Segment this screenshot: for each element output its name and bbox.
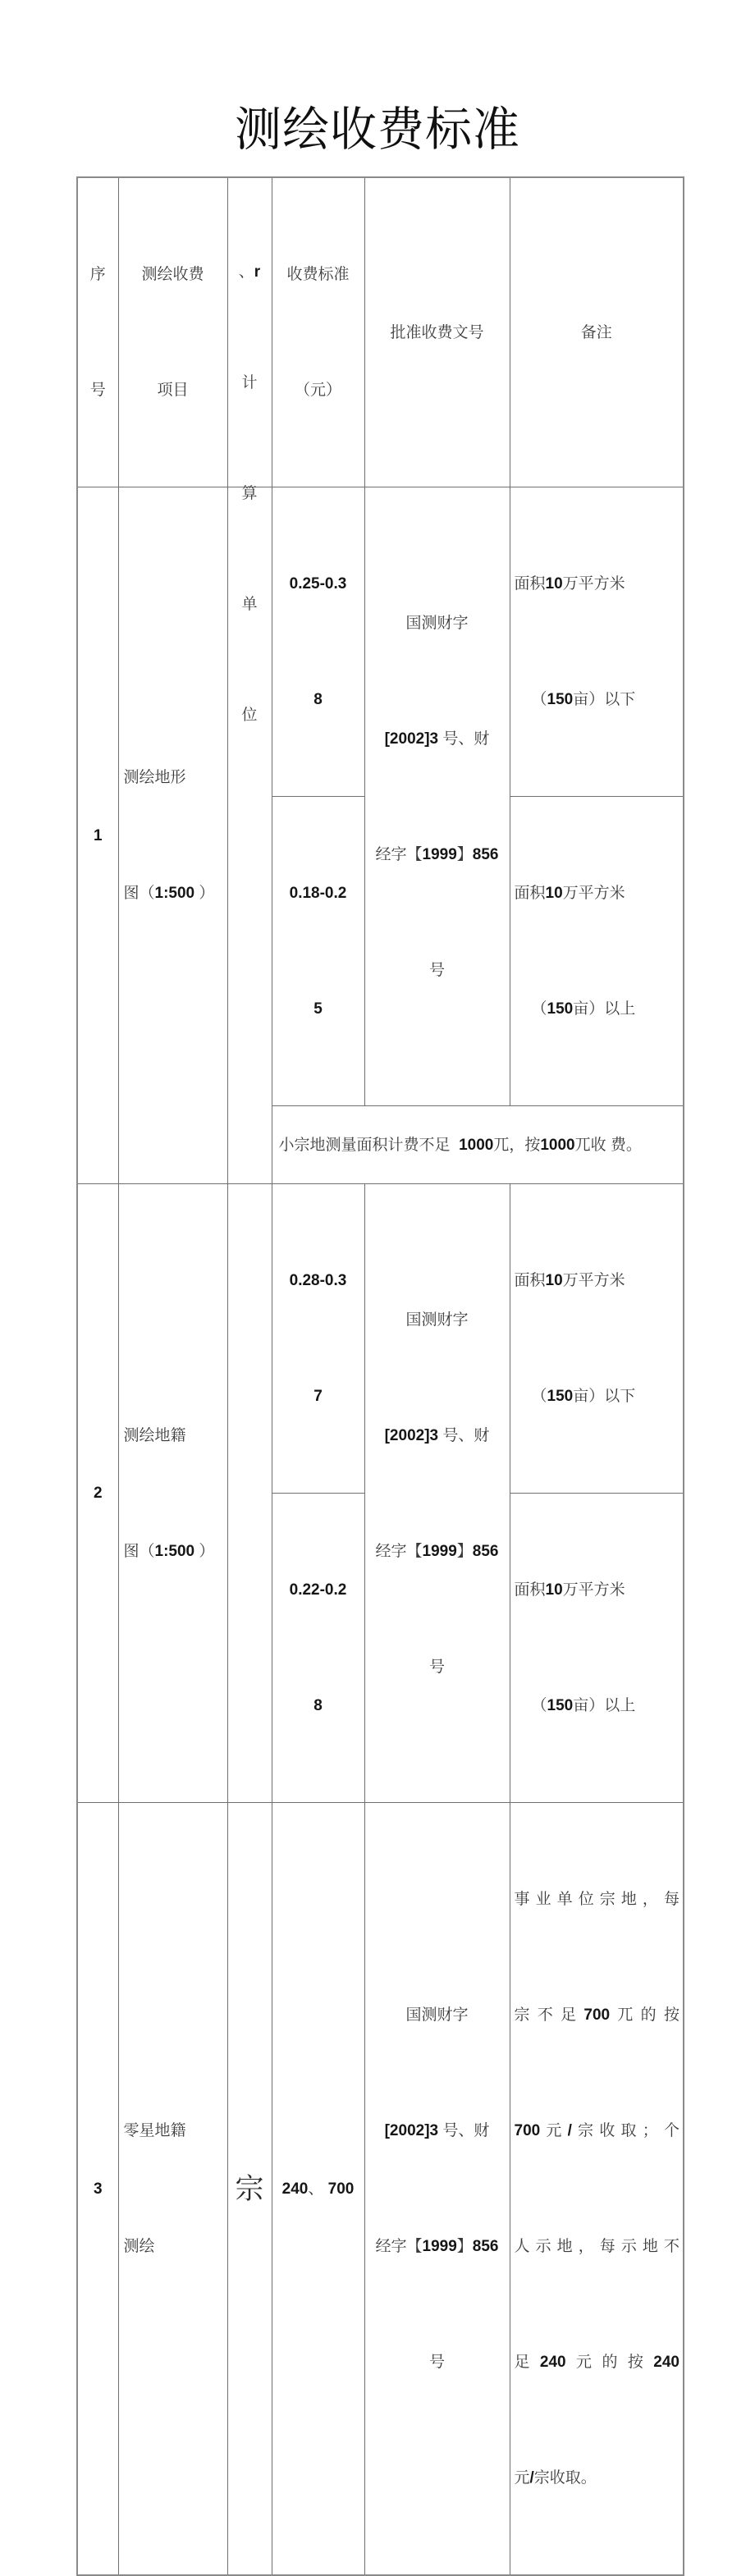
cell-line: 零星地籍	[123, 2122, 186, 2139]
row2-fee-cell-a	[272, 1184, 364, 1494]
cell-line: 8	[313, 1697, 323, 1714]
cell-line: 8	[313, 691, 323, 708]
header-item-cell	[118, 177, 227, 487]
cell-line: 测绘	[123, 2238, 155, 2255]
cell-line: 700元/宗收取；个	[514, 2122, 680, 2139]
header-serial-cell	[77, 177, 118, 487]
row2-item-cell	[118, 1184, 227, 1803]
row3-item-cell	[118, 1803, 227, 2576]
cell-line: 国测财字	[405, 614, 469, 632]
header-line: 、r	[238, 263, 261, 281]
row3-approval-cell	[364, 1803, 510, 2576]
cell-line: （150亩）以下	[531, 1388, 636, 1405]
header-line: 收费标准	[286, 266, 350, 283]
cell-line: 宗不足700兀的按	[514, 2006, 680, 2024]
row3-fee-cell: 240、 700	[272, 1803, 364, 2576]
cell-line: 0.18-0.2	[289, 885, 347, 902]
cell-line: 7	[313, 1388, 323, 1405]
doc-title: 测绘收费标准	[235, 104, 520, 156]
cell-line: （150亩）以下	[531, 691, 636, 708]
header-unit-cell	[227, 177, 272, 724]
row1-fee-cell-b	[272, 797, 364, 1106]
table-header-row	[77, 177, 684, 487]
cell-line: 号	[428, 961, 445, 979]
header-line: 项目	[157, 382, 189, 399]
row1-remark-cell-b	[510, 797, 684, 1106]
header-line: 算	[241, 485, 258, 502]
header-line: 单	[241, 596, 258, 613]
row2-approval-cell	[364, 1184, 510, 1803]
cell-line: 测绘地形	[123, 769, 186, 786]
cell-line: 国测财字	[405, 1311, 469, 1329]
header-line: （元）	[294, 382, 341, 399]
cell-line: 0.22-0.2	[289, 1581, 347, 1599]
row2-serial-cell: 2	[77, 1184, 118, 1803]
cell-line: 人示地，每示地不	[514, 2238, 680, 2255]
cell-line: 5	[313, 1000, 323, 1018]
cell-line: 经字【1999】856	[375, 845, 499, 863]
cell-line: [2002]3 号、财	[384, 730, 490, 748]
header-line: 位	[241, 707, 258, 724]
row2-unit-cell	[227, 1184, 272, 1803]
table-row-3	[77, 1803, 684, 2576]
cell-line: [2002]3 号、财	[384, 1426, 490, 1444]
row1-fee-cell-a	[272, 487, 364, 797]
header-line: 号	[89, 382, 106, 399]
cell-line: 面积10万平方米	[514, 1272, 625, 1289]
row2-remark-cell-b	[510, 1494, 684, 1803]
cell-line: 图（1:500 ）	[123, 1542, 215, 1560]
row1-item-cell	[118, 487, 227, 1184]
cell-line: 事业单位宗地，每	[514, 1891, 680, 1908]
cell-line: 元/宗收取。	[514, 2469, 597, 2487]
cell-line: （150亩）以上	[531, 1697, 636, 1714]
cell-line: [2002]3 号、财	[384, 2122, 490, 2139]
cell-line: 国测财字	[405, 2006, 469, 2024]
row1-note-cell: 小宗地测量面积计费不足 1000兀，按1000兀收 费。	[272, 1106, 684, 1184]
cell-line: 面积10万平方米	[514, 1581, 625, 1599]
table-row-1a	[77, 487, 684, 797]
row3-unit-cell: 宗	[227, 1803, 272, 2576]
row2-remark-cell-a	[510, 1184, 684, 1494]
header-line: 测绘收费	[141, 266, 204, 283]
row1-remark-cell-a	[510, 487, 684, 797]
table-row-2a	[77, 1184, 684, 1494]
header-line: 序	[89, 266, 106, 283]
row2-fee-cell-b	[272, 1494, 364, 1803]
row3-serial-cell: 3	[77, 1803, 118, 2576]
unit-header-stack	[228, 180, 272, 808]
cell-line: 经字【1999】856	[375, 2238, 499, 2255]
cell-line: 足240元的按240	[514, 2354, 680, 2371]
row3-remark-cell	[510, 1803, 684, 2576]
header-approval-cell: 批准收费文号	[364, 177, 510, 487]
row1-serial-cell: 1	[77, 487, 118, 1184]
header-line: 计	[241, 374, 258, 391]
cell-line: 号	[428, 2354, 445, 2371]
header-remark-cell: 备注	[510, 177, 684, 487]
cell-line: 图（1:500 ）	[123, 885, 215, 902]
cell-line: 经字【1999】856	[375, 1542, 499, 1560]
cell-line: 面积10万平方米	[514, 575, 625, 593]
cell-line: 测绘地籍	[123, 1426, 186, 1444]
cell-line: 0.25-0.3	[289, 575, 347, 593]
cell-line: 0.28-0.3	[289, 1272, 347, 1289]
cell-line: 号	[428, 1658, 445, 1676]
header-fee-cell	[272, 177, 364, 487]
row1-approval-cell	[364, 487, 510, 1106]
cell-line: （150亩）以上	[531, 1000, 636, 1018]
fee-table	[76, 176, 684, 2576]
cell-line: 面积10万平方米	[514, 885, 625, 902]
